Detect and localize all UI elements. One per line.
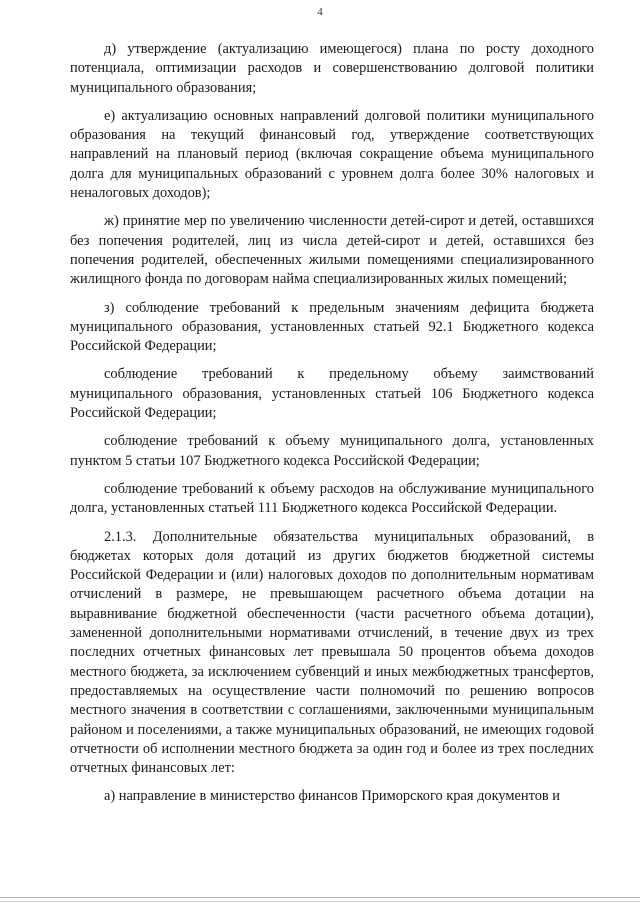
paragraph-z: з) соблюдение требований к предельным значениям дефицита бюджета муниципального образования, установленных статьей 92.1 Бюджетного кодекса Российской Федерации; bbox=[70, 299, 594, 355]
paragraph-a: а) направление в министерство финансов Приморского края документов и bbox=[104, 788, 560, 805]
scan-edge-line bbox=[0, 901, 640, 902]
paragraph-2-1-3: 2.1.3. Дополнительные обязательства муниципальных образований, в бюджетах которых доля дотаций из других бюджетов бюджетной системы Российской Федерации и (или) налоговых доходов по дополнительным нормативам отчислений в размере, не превышающем расчетного объема дотации на выравнивание бюджетной обеспеченности (части расчетного объема дотации), замененной дополнительными нормативами отчислений, в течение двух из трех последних отчетных финансовых лет превышала 50 процентов объема доходов местного бюджета, за исключением субвенций и иных межбюджетных трансфертов, предоставляемых на осуществление части полномочий по решению вопросов местного значения в соответствии с соглашениями, заключенными муниципальным районом и поселениями, а также муниципальных образований, не имеющих годовой отчетности об исполнении местного бюджета за один год и более из трех последних отчетных финансовых лет: bbox=[70, 528, 594, 777]
paragraph-zh: ж) принятие мер по увеличению численности детей-сирот и детей, оставшихся без попечения родителей, лиц из числа детей-сирот и детей, оставшихся без попечения родителей, обеспеченных жилыми помещениями специализированного жилищного фонда по договорам найма специализированных жилых помещений; bbox=[70, 213, 594, 288]
paragraph-debt-volume: соблюдение требований к объему муниципального долга, установленных пунктом 5 статьи 107 Бюджетного кодекса Российской Федерации; bbox=[70, 433, 594, 469]
document-body bbox=[70, 40, 594, 807]
paragraph-borrowing-limit: соблюдение требований к предельному объему заимствований муниципального образования, установленных статьей 106 Бюджетного кодекса Российской Федерации; bbox=[70, 366, 594, 422]
scan-edge-line bbox=[0, 897, 640, 898]
page-number: 4 bbox=[317, 6, 323, 18]
paragraph-e: е) актуализацию основных направлений долговой политики муниципального образования на текущий финансовый год, утверждение соответствующих направлений на плановый период (включая сокращение объема муниципального долга для муниципальных образований с уровнем долга более 30% налоговых и неналоговых доходов); bbox=[70, 107, 594, 202]
paragraph-debt-service: соблюдение требований к объему расходов на обслуживание муниципального долга, установленных статьей 111 Бюджетного кодекса Российской Федерации. bbox=[70, 480, 594, 517]
paragraph-d: д) утверждение (актуализацию имеющегося) плана по росту доходного потенциала, оптимизации расходов и совершенствованию долговой политики муниципального образования; bbox=[70, 41, 594, 96]
